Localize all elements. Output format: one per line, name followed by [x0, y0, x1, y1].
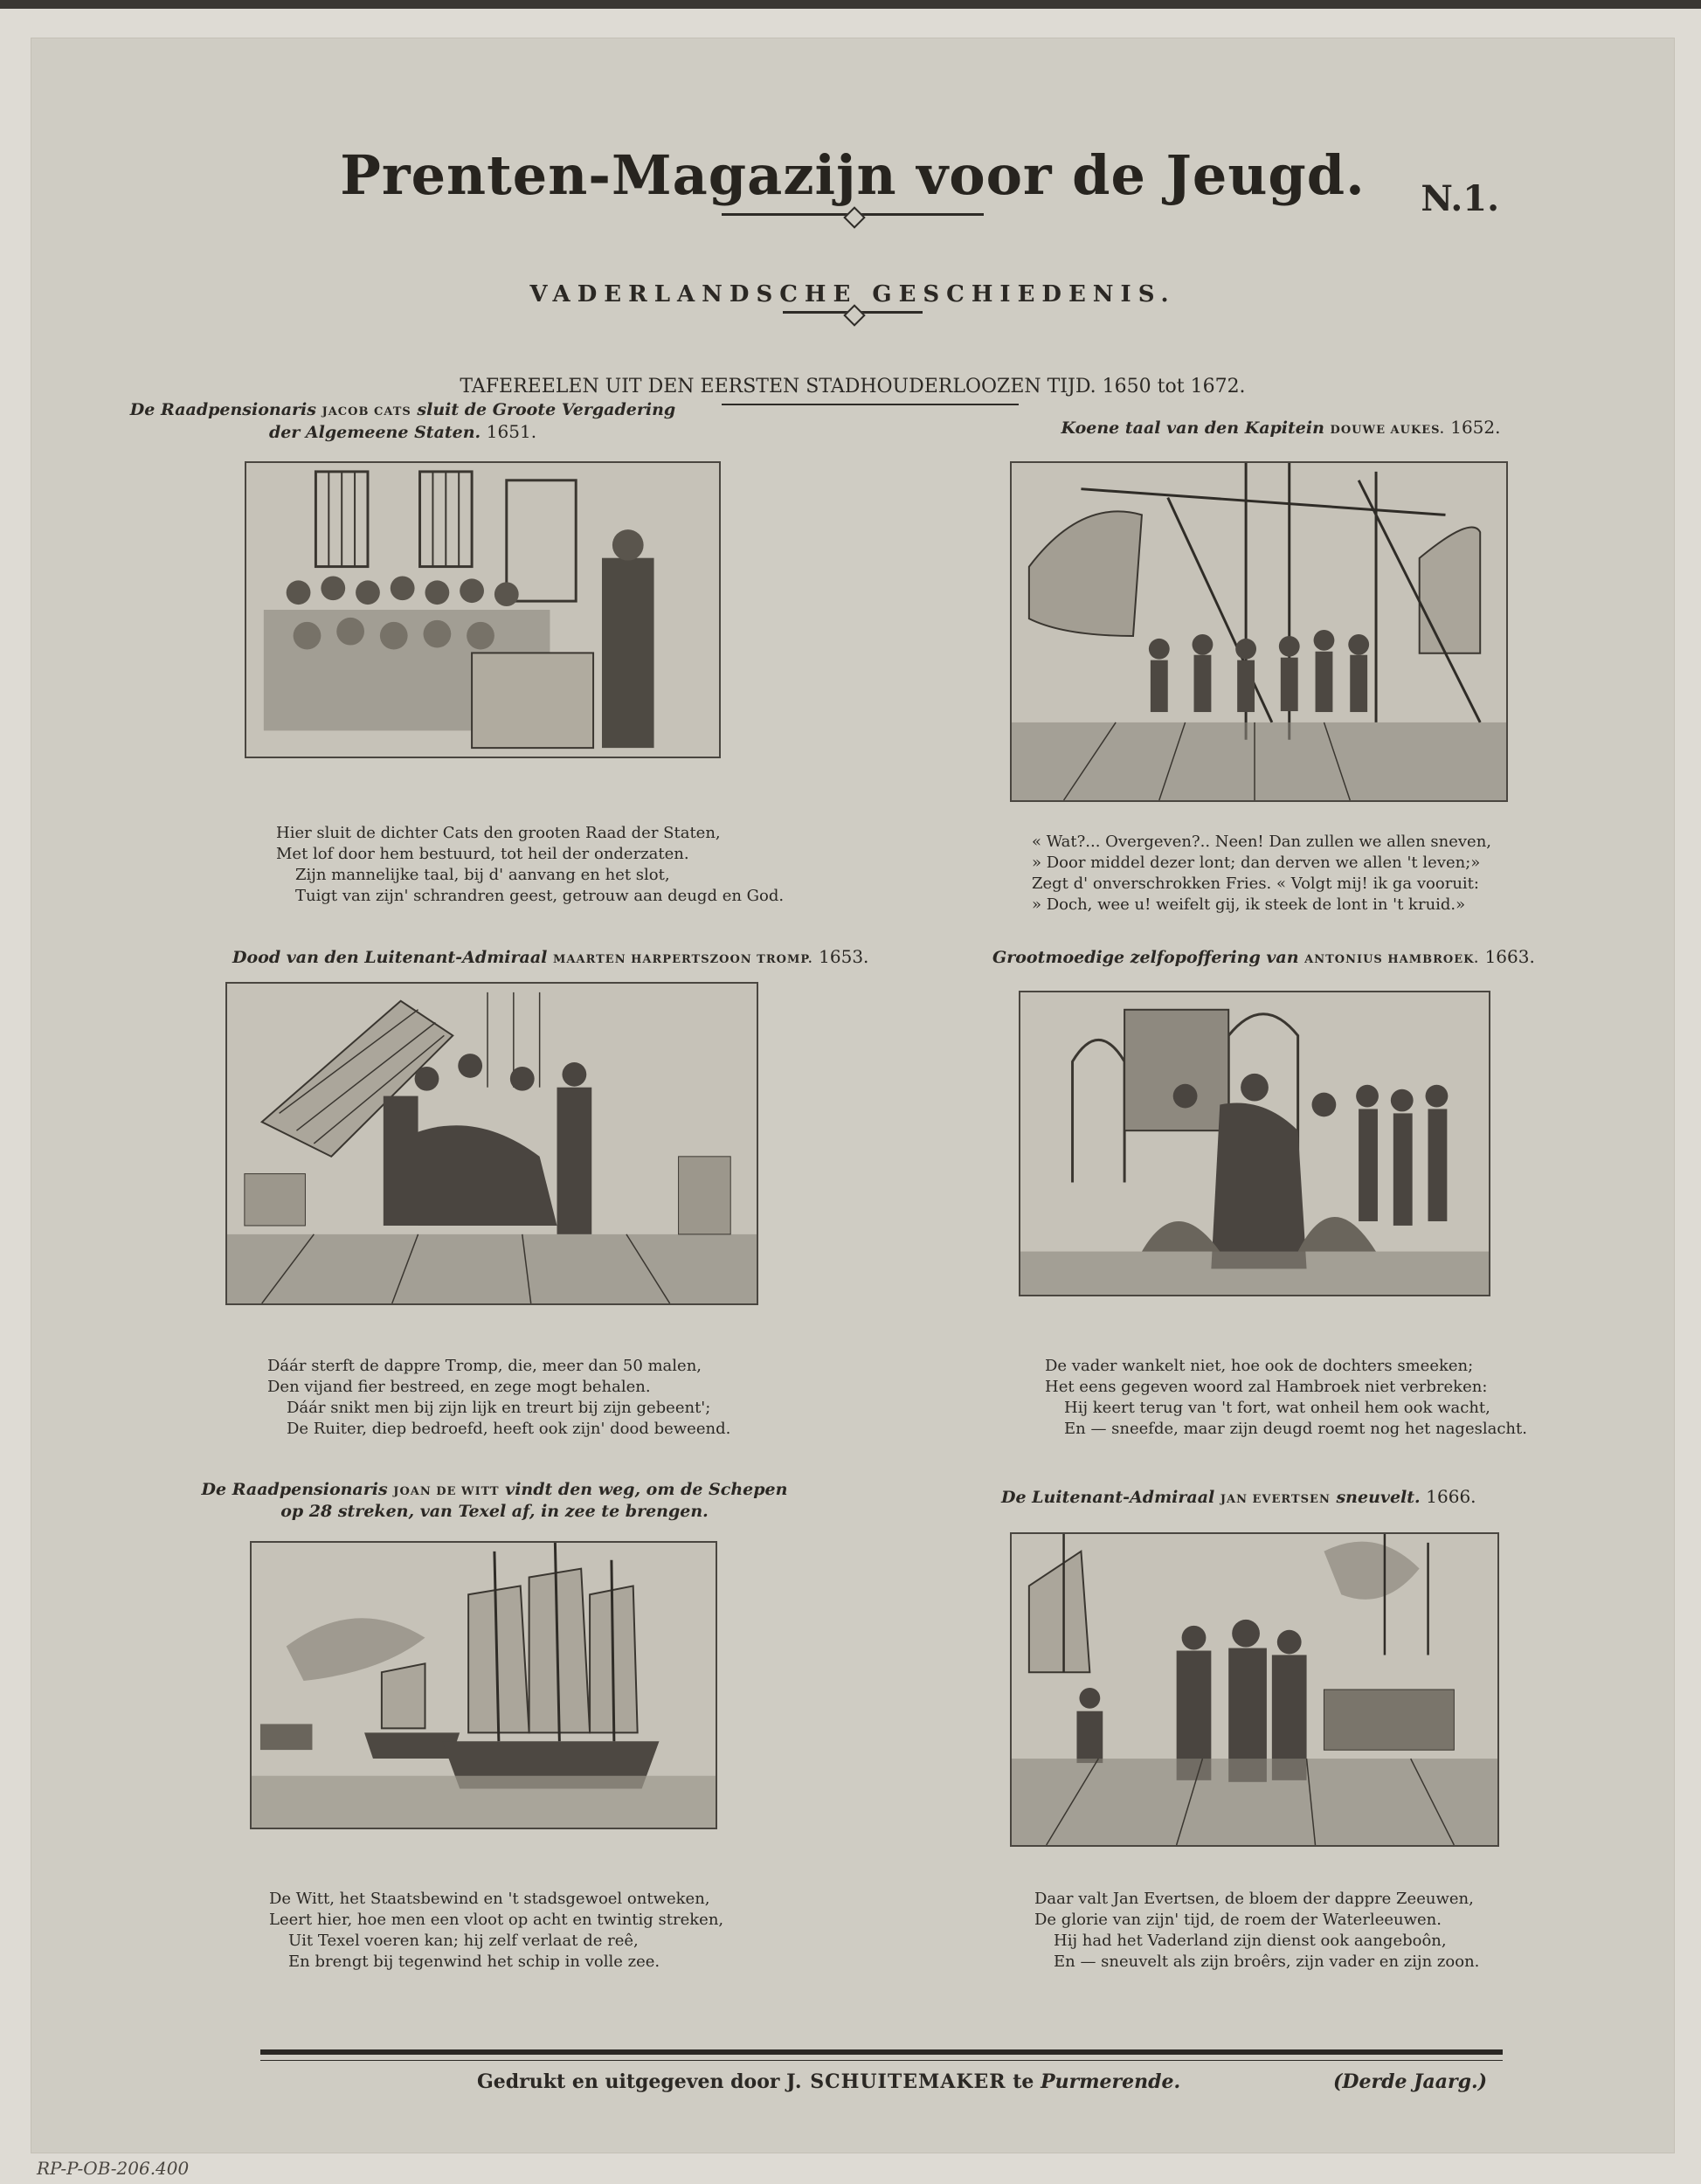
caption-text: Dood van den Luitenant-Admiraal — [232, 948, 548, 967]
caption-name: JOAN DE WITT — [393, 1485, 500, 1498]
caption-name: JAN EVERTSEN — [1220, 1493, 1331, 1506]
panel-6-caption — [1001, 1487, 1525, 1510]
publisher-town: Purmerende. — [1041, 2070, 1181, 2093]
verse-line: De Ruiter, diep bedroefd, heeft ook zijn' dood beweend. — [287, 1420, 731, 1438]
caption-text: sneuvelt. — [1336, 1488, 1421, 1507]
verse-line: Hij keert terug van 't fort, wat onheil hem ook wacht, — [1064, 1399, 1490, 1417]
caption-text: De Luitenant-Admiraal — [1001, 1488, 1215, 1507]
woodcut-evertsen — [1010, 1532, 1499, 1847]
imprint-te: te — [1013, 2070, 1034, 2093]
verse-line: Hij had het Vaderland zijn dienst ook aangeboôn, — [1054, 1932, 1447, 1950]
panel-2-caption — [1036, 418, 1525, 440]
series-period: 1650 tot 1672. — [1102, 376, 1246, 397]
inventory-number: RP-P-OB-206.400 — [37, 2158, 190, 2179]
panel-5-verse — [269, 1889, 723, 1973]
panel-1-verse — [276, 823, 784, 907]
verse-line: Uit Texel voeren kan; hij zelf verlaat de reê, — [288, 1932, 639, 1950]
caption-year: 1666. — [1426, 1486, 1476, 1507]
volume-note: (Derde Jaarg.) — [1333, 2070, 1488, 2093]
scan-edge — [0, 0, 1701, 9]
verse-line: Dáár snikt men bij zijn lijk en treurt bij zijn gebeent'; — [287, 1399, 711, 1417]
verse-line: De Witt, het Staatsbewind en 't stadsgewoel ontweken, — [269, 1890, 710, 1908]
caption-text: vindt den weg, om de Schepen — [505, 1480, 788, 1499]
verse-line: « Wat?... Overgeven?.. Neen! Dan zullen we allen sneven, — [1032, 833, 1492, 851]
verse-line: Hier sluit de dichter Cats den grooten Raad der Staten, — [276, 824, 721, 842]
caption-text: Koene taal van den Kapitein — [1061, 418, 1324, 438]
caption-year: 1652. — [1450, 417, 1501, 438]
woodcut-hambroek — [1019, 991, 1490, 1296]
panel-4-caption — [992, 946, 1535, 970]
verse-line: De vader wankelt niet, hoe ook de dochters smeeken; — [1045, 1357, 1474, 1375]
publisher-name: J. SCHUITEMAKER — [786, 2070, 1006, 2093]
panel-6-verse — [1034, 1889, 1479, 1973]
verse-line: » Door middel dezer lont; dan derven we allen 't leven;» — [1032, 854, 1481, 872]
panel-5-caption — [189, 1480, 800, 1521]
subtitle-ornament — [783, 311, 923, 314]
panel-1-caption — [119, 400, 687, 442]
caption-text: sluit de Groote Vergadering — [417, 400, 676, 419]
woodcut-fleet — [250, 1541, 717, 1829]
caption-text: De Raadpensionaris — [129, 400, 316, 419]
verse-line: En brengt bij tegenwind het schip in volle zee. — [288, 1952, 660, 1971]
caption-name: ANTONIUS HAMBROEK. — [1304, 953, 1479, 966]
caption-text: De Raadpensionaris — [201, 1480, 388, 1499]
series-text: TAFEREELEN UIT DEN EERSTEN STADHOUDERLOOZEN TIJD. — [460, 376, 1096, 397]
caption-line2: der Algemeene Staten. — [268, 423, 481, 442]
magazine-title: Prenten-Magazijn voor de Jeugd. — [340, 143, 1366, 207]
verse-line: » Doch, wee u! weifelt gij, ik steek de lont in 't kruid.» — [1032, 895, 1466, 914]
verse-line: Tuigt van zijn' schrandren geest, getrouw aan deugd en God. — [295, 887, 785, 905]
verse-line: En — sneuvelt als zijn broêrs, zijn vader en zijn zoon. — [1054, 1952, 1480, 1971]
verse-line: Leert hier, hoe men een vloot op acht en twintig streken, — [269, 1911, 724, 1929]
verse-line: Den vijand fier bestreed, en zege mogt behalen. — [267, 1378, 651, 1396]
issue-number: N.1. — [1421, 178, 1499, 219]
caption-line2: op 28 streken, van Texel af, in zee te brengen. — [280, 1502, 709, 1521]
title-ornament — [722, 213, 984, 216]
verse-line: Zegt d' onverschrokken Fries. « Volgt mij! ik ga vooruit: — [1032, 874, 1479, 893]
panel-3-caption — [232, 946, 869, 970]
caption-year: 1651. — [486, 421, 537, 442]
caption-year: 1653. — [819, 946, 869, 967]
panel-3-verse — [267, 1356, 730, 1440]
caption-name: JACOB CATS — [322, 405, 411, 418]
verse-line: Daar valt Jan Evertsen, de bloem der dappre Zeeuwen, — [1034, 1890, 1474, 1908]
caption-text: Grootmoedige zelfopoffering van — [992, 948, 1299, 967]
verse-line: En — sneefde, maar zijn deugd roemt nog het nageslacht. — [1064, 1420, 1527, 1438]
verse-line: Dáár sterft de dappre Tromp, die, meer dan 50 malen, — [267, 1357, 702, 1375]
footer-rule-thin — [260, 2060, 1503, 2061]
woodcut-death-tromp — [225, 982, 758, 1305]
verse-line: Zijn mannelijke taal, bij d' aanvang en het slot, — [295, 866, 670, 884]
caption-year: 1663. — [1484, 946, 1535, 967]
verse-line: De glorie van zijn' tijd, de roem der Waterleeuwen. — [1034, 1911, 1442, 1929]
verse-line: Het eens gegeven woord zal Hambroek niet verbreken: — [1045, 1378, 1488, 1396]
caption-name: MAARTEN HARPERTSZOON TROMP. — [553, 953, 813, 966]
panel-2-verse — [1032, 832, 1491, 916]
print-sheet — [31, 38, 1674, 2153]
imprint-text: Gedrukt en uitgegeven door — [477, 2070, 780, 2093]
woodcut-ship-deck — [1010, 461, 1508, 802]
panel-4-verse — [1045, 1356, 1527, 1440]
caption-name: DOUWE AUKES. — [1330, 424, 1445, 437]
footer-rule — [260, 2049, 1503, 2055]
woodcut-assembly — [245, 461, 721, 758]
subtitle: VADERLANDSCHE GESCHIEDENIS. — [529, 281, 1176, 308]
series-rule — [722, 404, 1019, 405]
series-title — [31, 376, 1674, 397]
verse-line: Met lof door hem bestuurd, tot heil der onderzaten. — [276, 845, 689, 863]
imprint — [477, 2070, 1180, 2093]
